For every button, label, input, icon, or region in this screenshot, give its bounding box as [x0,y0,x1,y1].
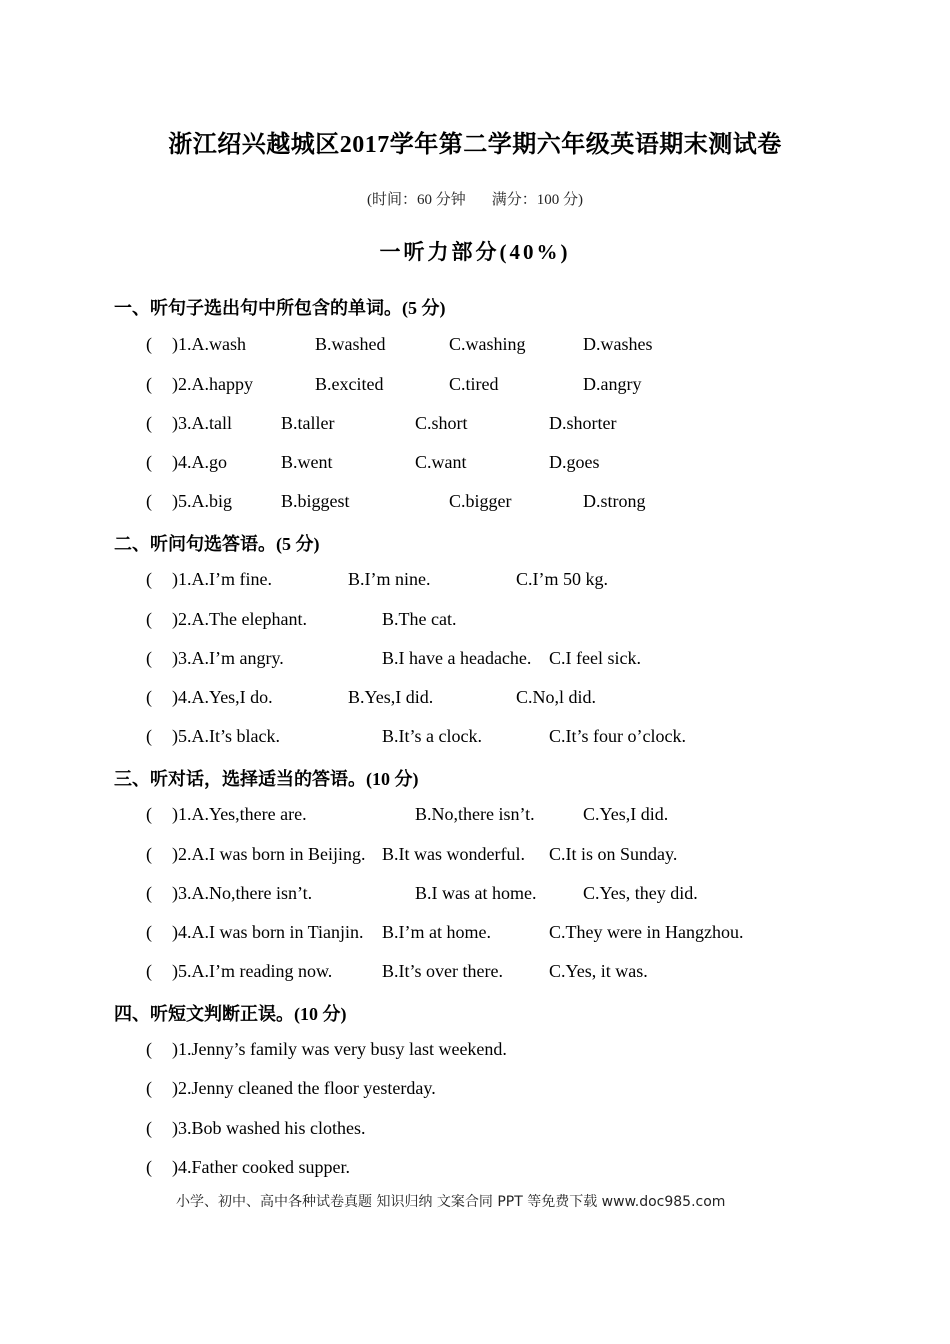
answer-blank[interactable]: ( [146,1078,152,1098]
section-heading: 四、听短文判断正误。(10 分) [114,1004,347,1024]
question-option: B.went [281,452,333,472]
question-option: C.want [415,452,467,472]
answer-blank[interactable]: ( [146,491,152,511]
question-option: )4.A.I was born in Tianjin. [172,922,364,942]
question-option: D.goes [549,452,600,472]
exam-title: 浙江绍兴越城区2017学年第二学期六年级英语期末测试卷 [168,132,782,158]
question-option: B.I’m at home. [382,922,491,942]
answer-blank[interactable]: ( [146,569,152,589]
question-option: C.washing [449,334,526,354]
question-option: )2.A.The elephant. [172,609,307,629]
answer-blank[interactable]: ( [146,961,152,981]
question-option: D.shorter [549,413,617,433]
answer-blank[interactable]: ( [146,609,152,629]
question-option: C.They were in Hangzhou. [549,922,744,942]
question-option: B.I was at home. [415,883,537,903]
question-option: )2.A.happy [172,374,253,394]
question-option: C.It’s four o’clock. [549,726,686,746]
answer-blank[interactable]: ( [146,804,152,824]
question-option: C.I feel sick. [549,648,641,668]
answer-blank[interactable]: ( [146,1039,152,1059]
question-option: )4.A.Yes,I do. [172,687,273,707]
full-score: 满分：100 分) [491,192,583,208]
answer-blank[interactable]: ( [146,1118,152,1138]
section-heading: 二、听问句选答语。(5 分) [114,534,320,554]
question-option: )3.A.tall [172,413,232,433]
question-option: )3.A.No,there isn’t. [172,883,313,903]
question-option: B.I’m nine. [348,569,431,589]
question-option: B.I have a headache. [382,648,532,668]
question-option: B.It’s over there. [382,961,503,981]
answer-blank[interactable]: ( [146,1157,152,1177]
question-option: )3.A.I’m angry. [172,648,284,668]
time-limit: (时间：60 分钟 [367,192,466,208]
question-option: C.Yes, it was. [549,961,648,981]
question-option: )4.A.go [172,452,227,472]
exam-subtitle [0,188,950,209]
question-option: B.taller [281,413,335,433]
question-option: B.It’s a clock. [382,726,482,746]
answer-blank[interactable]: ( [146,844,152,864]
statement-text: )1.Jenny’s family was very busy last weekend. [172,1039,507,1059]
question-option: B.It was wonderful. [382,844,525,864]
question-option: )5.A.I’m reading now. [172,961,333,981]
question-option: D.angry [583,374,642,394]
statement-text: )3.Bob washed his clothes. [172,1118,366,1138]
statement-text: )4.Father cooked supper. [172,1157,350,1177]
question-option: C.tired [449,374,499,394]
answer-blank[interactable]: ( [146,374,152,394]
question-option: )1.A.I’m fine. [172,569,272,589]
question-option: )5.A.It’s black. [172,726,280,746]
answer-blank[interactable]: ( [146,413,152,433]
section-heading: 一、听句子选出句中所包含的单词。(5 分) [114,298,446,318]
question-option: )2.A.I was born in Beijing. [172,844,366,864]
question-option: )5.A.big [172,491,232,511]
section-heading: 三、听对话，选择适当的答语。(10 分) [114,769,419,789]
part-title: 一听力部分(40%) [379,240,571,264]
question-option: B.Yes,I did. [348,687,434,707]
question-option: C.I’m 50 kg. [516,569,608,589]
question-option: )1.A.wash [172,334,246,354]
question-option: C.No,l did. [516,687,597,707]
question-option: B.The cat. [382,609,457,629]
question-option: C.Yes,I did. [583,804,669,824]
question-option: C.It is on Sunday. [549,844,678,864]
answer-blank[interactable]: ( [146,648,152,668]
question-option: B.excited [315,374,384,394]
statement-text: )2.Jenny cleaned the floor yesterday. [172,1078,436,1098]
question-option: D.strong [583,491,646,511]
question-option: C.short [415,413,468,433]
question-option: B.biggest [281,491,350,511]
answer-blank[interactable]: ( [146,452,152,472]
page-footer: 小学、初中、高中各种试卷真题 知识归纳 文案合同 PPT 等免费下载 www.doc985.com [176,1194,726,1210]
question-option: C.Yes, they did. [583,883,698,903]
question-option: B.No,there isn’t. [415,804,535,824]
question-option: D.washes [583,334,653,354]
answer-blank[interactable]: ( [146,922,152,942]
question-option: )1.A.Yes,there are. [172,804,307,824]
answer-blank[interactable]: ( [146,334,152,354]
answer-blank[interactable]: ( [146,687,152,707]
question-option: B.washed [315,334,386,354]
question-option: C.bigger [449,491,512,511]
answer-blank[interactable]: ( [146,726,152,746]
answer-blank[interactable]: ( [146,883,152,903]
